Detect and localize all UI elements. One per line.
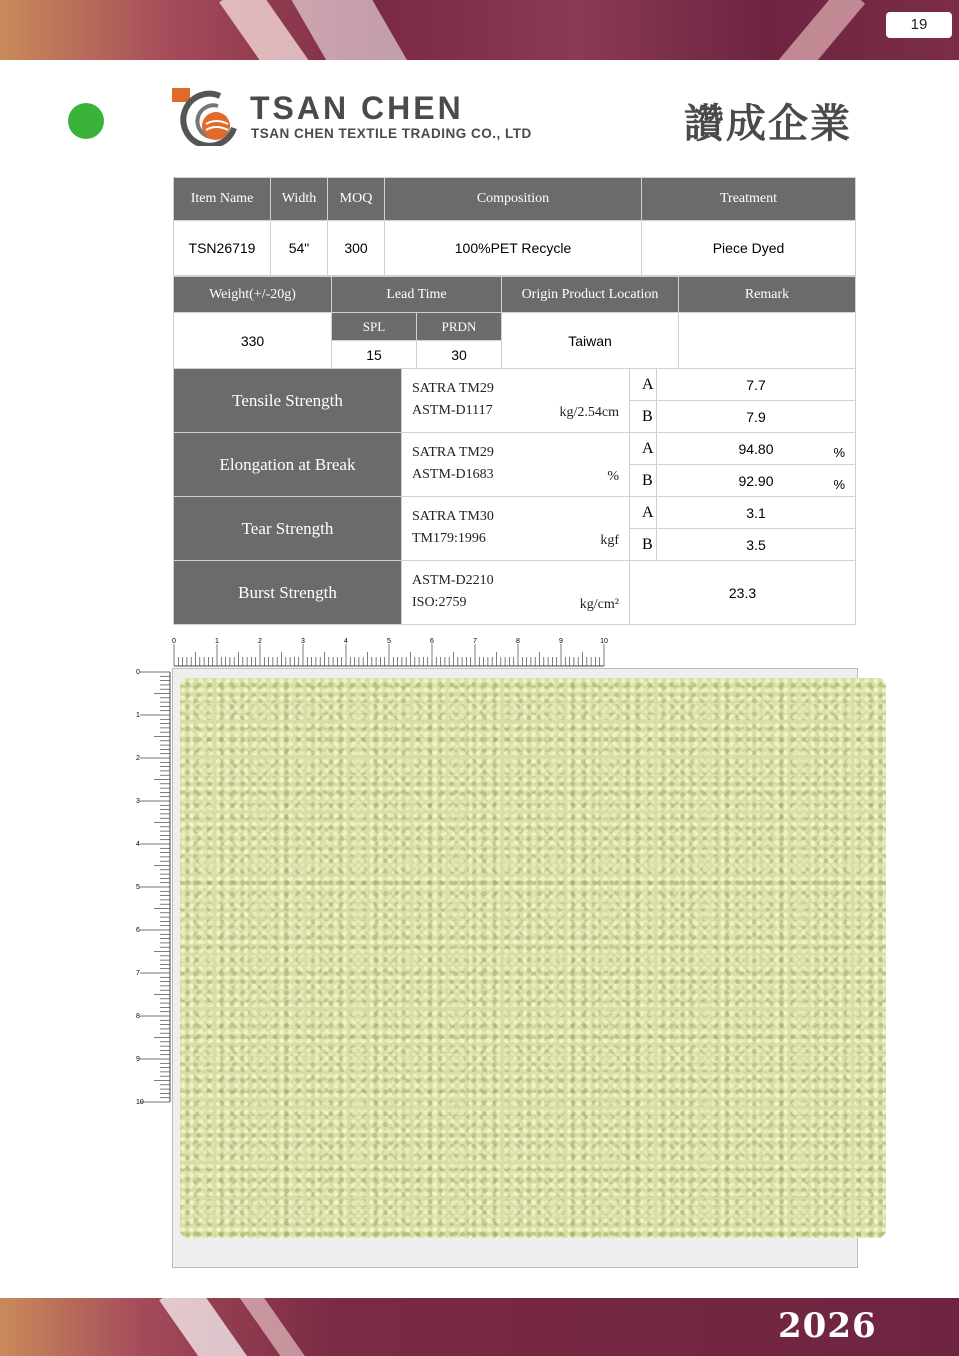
value-prdn: 30 [417,341,502,369]
test-method-tear: SATRA TM30 TM179:1996 kgf [402,497,630,561]
test-name-elongation: Elongation at Break [174,433,402,497]
ruler-top-label: 1 [215,638,219,645]
ruler-top [170,636,610,668]
header-spl: SPL [332,313,417,341]
ruler-top-label: 4 [344,638,348,645]
ruler-left-label: 3 [136,798,140,805]
value-weight: 330 [174,313,332,369]
sample-a-label: A [630,433,657,465]
ruler-left-label: 1 [136,712,140,719]
value-width: 54" [271,221,328,276]
value-treatment: Piece Dyed [642,221,856,276]
ruler-top-label: 5 [387,638,391,645]
ruler-top-label: 2 [258,638,262,645]
value-remark [679,313,856,369]
value-origin: Taiwan [502,313,679,369]
test-method-elongation: SATRA TM29 ASTM-D1683 % [402,433,630,497]
brand-name-chinese: 讚成企業 [684,102,852,146]
ruler-left-label: 9 [136,1056,140,1063]
brand-name: TSAN CHEN [250,90,464,126]
value-spl: 15 [332,341,417,369]
top-decorative-band [0,0,959,60]
value-moq: 300 [328,221,385,276]
sample-a-label: A [630,497,657,529]
ruler-left-label: 4 [136,841,140,848]
elongation-a-value: 94.80 % [657,433,856,465]
header-treatment: Treatment [642,178,856,221]
ruler-top-label: 8 [516,638,520,645]
ruler-top-label: 9 [559,638,563,645]
ruler-left-label: 8 [136,1013,140,1020]
header-item-name: Item Name [174,178,271,221]
tear-b-value: 3.5 [657,529,856,561]
tensile-a-value: 7.7 [657,369,856,401]
header-weight: Weight(+/-20g) [174,277,332,313]
header-moq: MOQ [328,178,385,221]
fabric-swatch-image [180,678,886,1238]
ruler-left-label: 7 [136,970,140,977]
header-remark: Remark [679,277,856,313]
ruler-left-label: 5 [136,884,140,891]
tsan-chen-swirl-logo-icon [172,88,238,146]
tensile-b-value: 7.9 [657,401,856,433]
ruler-left [130,668,172,1108]
header-composition: Composition [385,178,642,221]
sample-b-label: B [630,465,657,497]
spec-table-basic [173,177,856,276]
company-name: TSAN CHEN TEXTILE TRADING CO., LTD [251,126,532,141]
header-lead-time: Lead Time [332,277,502,313]
value-composition: 100%PET Recycle [385,221,642,276]
green-dot-icon [68,103,104,139]
page-number: 19 [886,12,952,38]
test-method-tensile: SATRA TM29 ASTM-D1117 kg/2.54cm [402,369,630,433]
spec-table-production [173,276,856,369]
ruler-top-label: 6 [430,638,434,645]
header-prdn: PRDN [417,313,502,341]
ruler-left-label: 0 [136,669,140,676]
ruler-left-label: 6 [136,927,140,934]
test-results-table [173,368,856,625]
year-label: 2026 [778,1306,877,1346]
test-name-tensile: Tensile Strength [174,369,402,433]
ruler-top-label: 0 [172,638,176,645]
value-item-name: TSN26719 [174,221,271,276]
ruler-left-label: 10 [136,1099,144,1106]
sample-b-label: B [630,401,657,433]
test-name-tear: Tear Strength [174,497,402,561]
elongation-b-value: 92.90 % [657,465,856,497]
burst-value: 23.3 [630,561,856,625]
test-name-burst: Burst Strength [174,561,402,625]
ruler-top-label: 10 [600,638,608,645]
tear-a-value: 3.1 [657,497,856,529]
test-method-burst: ASTM-D2210 ISO:2759 kg/cm² [402,561,630,625]
ruler-top-label: 7 [473,638,477,645]
ruler-top-label: 3 [301,638,305,645]
sample-b-label: B [630,529,657,561]
sample-a-label: A [630,369,657,401]
header-origin: Origin Product Location [502,277,679,313]
header-width: Width [271,178,328,221]
ruler-left-label: 2 [136,755,140,762]
